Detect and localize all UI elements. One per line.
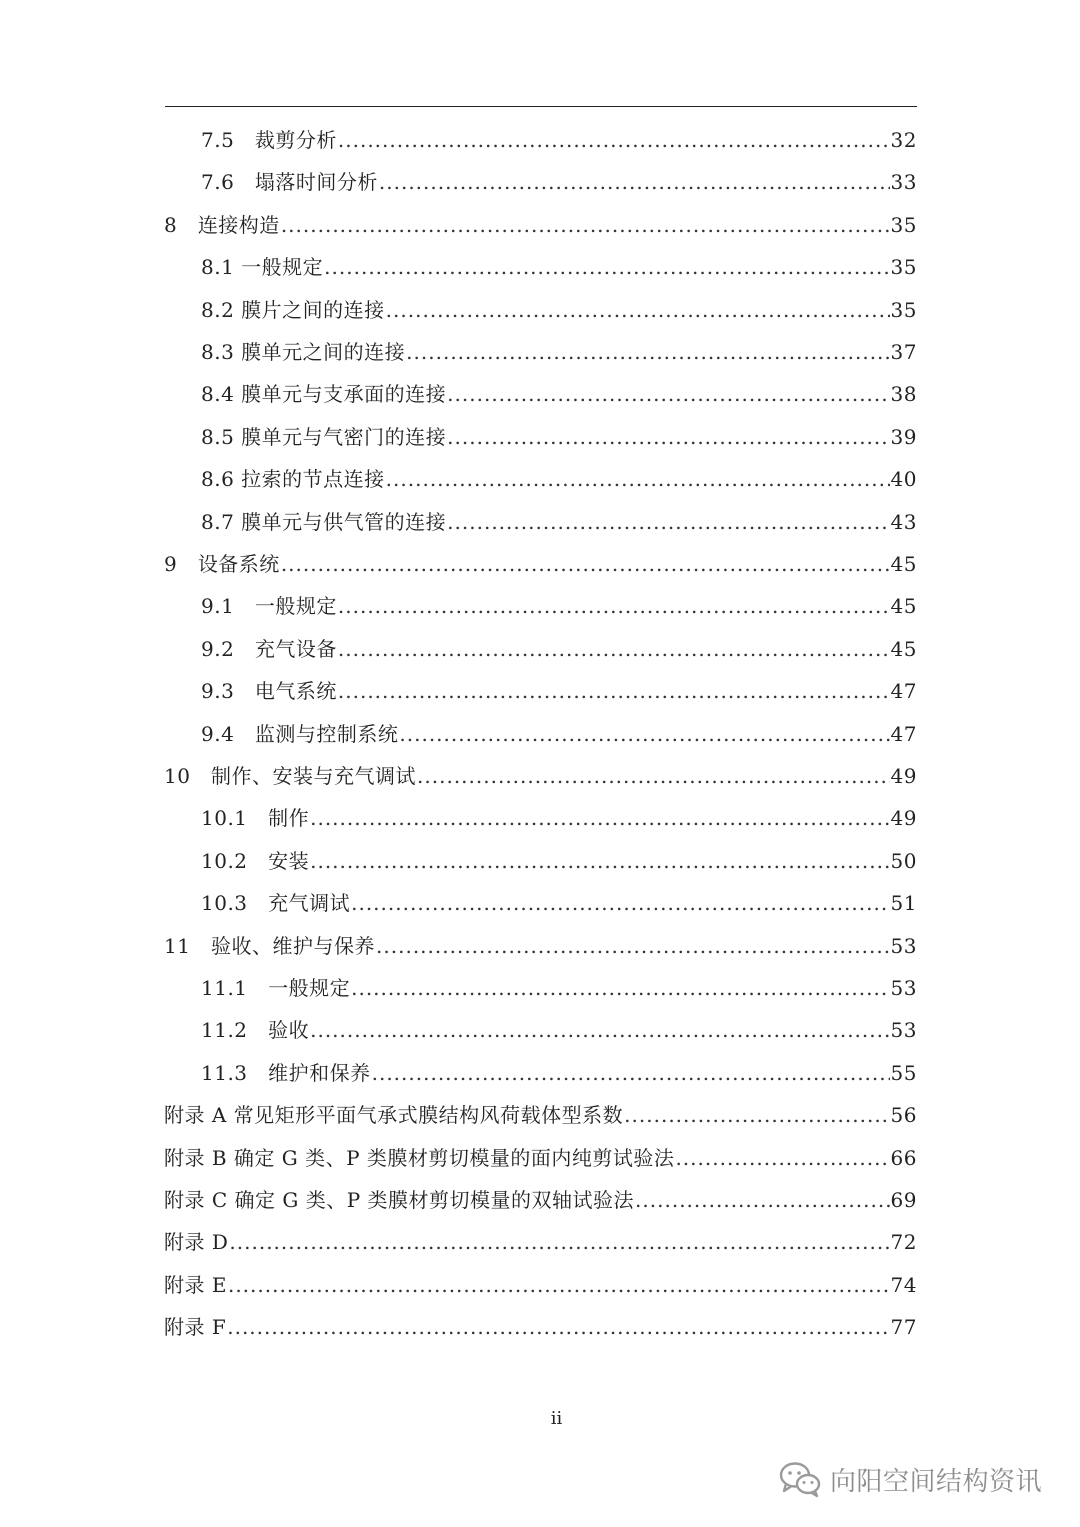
toc-number: 9.3 xyxy=(201,679,235,703)
toc-page: 47 xyxy=(890,679,917,703)
toc-page: 72 xyxy=(890,1230,917,1254)
toc-entry[interactable] xyxy=(201,718,917,760)
toc-entry[interactable] xyxy=(201,972,917,1014)
watermark-text: 向阳空间结构资讯 xyxy=(830,1466,1043,1497)
toc-page: 38 xyxy=(890,382,917,406)
toc-number: 8.2 xyxy=(201,298,235,322)
toc-entry[interactable] xyxy=(201,251,917,293)
toc-leader xyxy=(281,552,890,576)
toc-entry[interactable] xyxy=(201,294,917,336)
toc-title: 一般规定 xyxy=(268,976,351,1000)
toc-page: 69 xyxy=(890,1188,917,1212)
toc-number: 8.7 xyxy=(201,510,235,534)
toc-number: 11.2 xyxy=(201,1018,248,1042)
toc-number: 11.3 xyxy=(201,1061,248,1085)
toc-leader xyxy=(447,382,889,406)
toc-number: 10.2 xyxy=(201,849,248,873)
toc-leader xyxy=(351,976,889,1000)
toc-page: 45 xyxy=(890,594,917,618)
toc-title: 制作 xyxy=(268,806,310,830)
toc-leader xyxy=(635,1188,890,1212)
toc-entry[interactable] xyxy=(201,124,917,166)
toc-leader xyxy=(338,637,890,661)
toc-leader xyxy=(229,1230,889,1254)
toc-leader xyxy=(338,594,890,618)
toc-leader xyxy=(675,1146,889,1170)
toc-entry[interactable] xyxy=(201,675,917,717)
toc-number: 附录 A xyxy=(164,1103,227,1127)
toc-page: 45 xyxy=(890,552,917,576)
toc-number: 11.1 xyxy=(201,976,248,1000)
toc-entry[interactable] xyxy=(201,378,917,420)
toc-title: 充气设备 xyxy=(254,637,337,661)
toc-leader xyxy=(281,213,890,237)
toc-entry[interactable] xyxy=(164,930,917,972)
toc-number: 9.2 xyxy=(201,637,235,661)
toc-page: 35 xyxy=(890,255,917,279)
toc-entry[interactable] xyxy=(164,760,917,802)
toc-number: 8 xyxy=(164,213,178,237)
toc-page: 51 xyxy=(890,891,917,915)
toc-title: 确定 G 类、P 类膜材剪切模量的双轴试验法 xyxy=(234,1188,635,1212)
toc-title: 制作、安装与充气调试 xyxy=(211,764,417,788)
toc-leader xyxy=(624,1103,889,1127)
toc-number: 7.6 xyxy=(201,170,235,194)
toc-leader xyxy=(447,425,889,449)
toc-leader xyxy=(399,722,889,746)
toc-leader xyxy=(324,255,889,279)
toc-leader xyxy=(376,934,890,958)
toc-title: 验收 xyxy=(268,1018,310,1042)
toc-leader xyxy=(417,764,890,788)
toc-title: 常见矩形平面气承式膜结构风荷载体型系数 xyxy=(233,1103,624,1127)
toc-number: 9.1 xyxy=(201,594,235,618)
toc-title: 一般规定 xyxy=(241,255,324,279)
toc-page: 45 xyxy=(890,637,917,661)
toc-title: 膜单元与气密门的连接 xyxy=(241,425,447,449)
toc-leader xyxy=(338,128,890,152)
toc-number: 10.3 xyxy=(201,891,248,915)
toc-page: 39 xyxy=(890,425,917,449)
toc-leader xyxy=(372,1061,890,1085)
toc-page: 74 xyxy=(890,1273,917,1297)
toc-title: 膜单元之间的连接 xyxy=(241,340,406,364)
toc-number: 附录 C xyxy=(164,1188,228,1212)
toc-entry[interactable] xyxy=(201,166,917,208)
toc-entry[interactable] xyxy=(164,1099,917,1141)
toc-title: 设备系统 xyxy=(197,552,280,576)
toc-title: 维护和保养 xyxy=(268,1061,371,1085)
toc-page: 40 xyxy=(890,467,917,491)
toc-title: 膜单元与支承面的连接 xyxy=(241,382,447,406)
toc-entry[interactable] xyxy=(164,1226,917,1268)
toc-title: 拉索的节点连接 xyxy=(241,467,385,491)
toc-page: 47 xyxy=(890,722,917,746)
toc-title: 监测与控制系统 xyxy=(254,722,399,746)
toc-number: 8.6 xyxy=(201,467,235,491)
toc-number: 10.1 xyxy=(201,806,248,830)
header-rule xyxy=(165,106,917,107)
toc-number: 8.5 xyxy=(201,425,235,449)
toc-title: 塌落时间分析 xyxy=(254,170,378,194)
toc-title: 电气系统 xyxy=(254,679,337,703)
watermark xyxy=(778,1458,1042,1500)
toc-page: 77 xyxy=(890,1315,917,1339)
toc-page: 53 xyxy=(890,934,917,958)
toc-page: 35 xyxy=(890,213,917,237)
toc-number: 7.5 xyxy=(201,128,235,152)
toc-entry[interactable] xyxy=(164,1269,917,1311)
toc-page: 56 xyxy=(890,1103,917,1127)
toc-page: 33 xyxy=(890,170,917,194)
toc-number: 9.4 xyxy=(201,722,235,746)
toc-title: 膜片之间的连接 xyxy=(241,298,385,322)
toc-page: 53 xyxy=(890,976,917,1000)
toc-title: 连接构造 xyxy=(197,213,280,237)
wechat-icon xyxy=(778,1460,822,1498)
toc-entry[interactable] xyxy=(164,548,917,590)
toc-page: 66 xyxy=(890,1146,917,1170)
toc-title: 验收、维护与保养 xyxy=(211,934,376,958)
toc-entry[interactable] xyxy=(201,463,917,505)
toc-title: 一般规定 xyxy=(254,594,337,618)
toc-number: 10 xyxy=(164,764,191,788)
toc-page: 32 xyxy=(890,128,917,152)
toc-number: 附录 E xyxy=(164,1273,227,1297)
toc-number: 8.4 xyxy=(201,382,235,406)
toc-title: 裁剪分析 xyxy=(254,128,337,152)
toc-page: 53 xyxy=(890,1018,917,1042)
toc-entry[interactable] xyxy=(201,1014,917,1056)
toc-leader xyxy=(310,1018,889,1042)
toc-entry[interactable] xyxy=(164,1142,917,1184)
toc-entry[interactable] xyxy=(164,209,917,251)
page-number: ii xyxy=(550,1408,563,1429)
toc-entry[interactable] xyxy=(201,633,917,675)
toc-number: 8.1 xyxy=(201,255,235,279)
toc-number: 附录 D xyxy=(164,1230,229,1254)
toc-entry[interactable] xyxy=(201,1057,917,1099)
toc-title: 膜单元与供气管的连接 xyxy=(241,510,447,534)
toc-leader xyxy=(228,1273,890,1297)
toc-leader xyxy=(310,806,889,830)
toc-number: 8.3 xyxy=(201,340,235,364)
toc-leader xyxy=(310,849,889,873)
toc-number: 9 xyxy=(164,552,178,576)
toc-leader xyxy=(379,170,890,194)
toc-page: 37 xyxy=(890,340,917,364)
toc-page: 35 xyxy=(890,298,917,322)
toc-leader xyxy=(386,298,890,322)
toc-number: 附录 B xyxy=(164,1146,228,1170)
toc-entry[interactable] xyxy=(201,845,917,887)
toc-leader xyxy=(227,1315,889,1339)
toc-page: 43 xyxy=(890,510,917,534)
toc-page: 55 xyxy=(890,1061,917,1085)
toc-entry[interactable] xyxy=(201,421,917,463)
toc-entry[interactable] xyxy=(201,802,917,844)
toc-page: 50 xyxy=(890,849,917,873)
toc-leader xyxy=(338,679,890,703)
toc-entry[interactable] xyxy=(201,887,917,929)
toc-page: 49 xyxy=(890,764,917,788)
toc-leader xyxy=(351,891,889,915)
toc-number: 11 xyxy=(164,934,191,958)
toc-page: 49 xyxy=(890,806,917,830)
toc-entry[interactable] xyxy=(201,336,917,378)
toc-entry[interactable] xyxy=(201,506,917,548)
toc-leader xyxy=(406,340,889,364)
toc-title: 充气调试 xyxy=(268,891,351,915)
toc-entry[interactable] xyxy=(201,590,917,632)
toc-entry[interactable] xyxy=(164,1184,917,1226)
toc-entry[interactable] xyxy=(164,1311,917,1353)
toc-title: 安装 xyxy=(268,849,310,873)
toc-leader xyxy=(386,467,890,491)
toc-leader xyxy=(447,510,889,534)
toc-number: 附录 F xyxy=(164,1315,227,1339)
toc-title: 确定 G 类、P 类膜材剪切模量的面内纯剪试验法 xyxy=(233,1146,675,1170)
